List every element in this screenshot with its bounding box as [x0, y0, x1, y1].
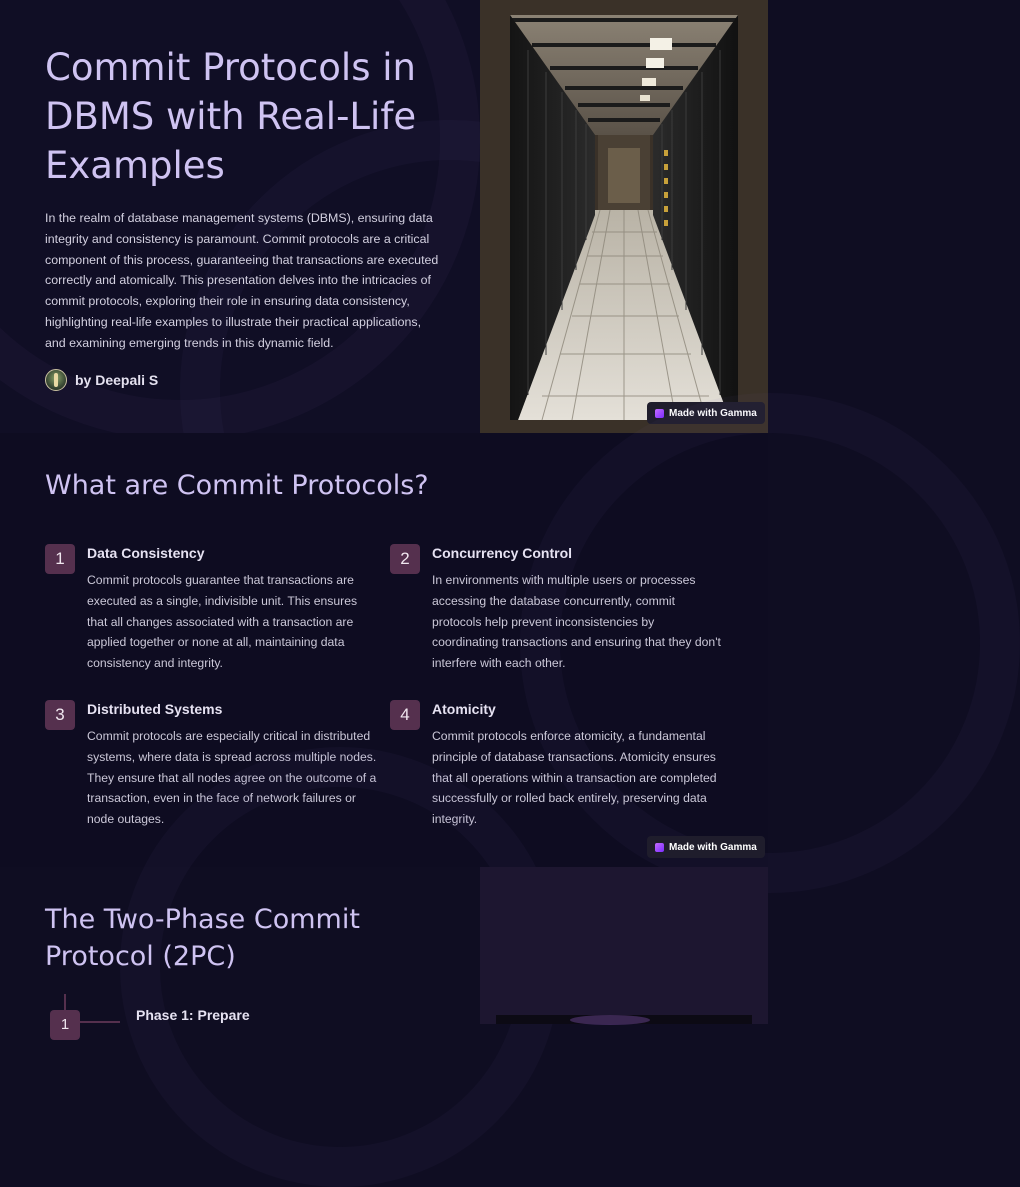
data-center-photo-illustration: [480, 0, 768, 433]
step-title: Phase 1: Prepare: [136, 1007, 250, 1023]
card-title: Data Consistency: [87, 545, 205, 561]
title-slide: [0, 0, 768, 433]
card-body: Commit protocols guarantee that transactions are executed as a single, indivisible unit. This ensures that all changes associated with a transaction are applied together or none at all, maintaining data consistency and integrity.: [87, 573, 358, 671]
author-byline: [45, 369, 158, 391]
made-with-gamma-badge[interactable]: [647, 836, 765, 858]
card-number: 2: [390, 544, 420, 574]
card-title: Distributed Systems: [87, 701, 223, 717]
data-center-corridor-image: [480, 0, 768, 433]
card-number: 1: [45, 544, 75, 574]
avatar: [45, 369, 67, 391]
section-title: What are Commit Protocols?: [45, 470, 429, 501]
card-title: Atomicity: [432, 701, 496, 717]
intro-paragraph: In the realm of database management systems (DBMS), ensuring data integrity and consistency is paramount. Commit protocols are a critical component of this process, guaranteeing that transactions are executed correctly and atomically. This presentation delves into the intricacies of commit protocols, exploring their role in ensuring data consistency, highlighting real-life examples to illustrate their practical applications, and examining emerging trends in this dynamic field.: [45, 211, 439, 350]
gamma-logo-icon: [655, 843, 664, 852]
card-body: Commit protocols enforce atomicity, a fundamental principle of database transactions. Atomicity ensures that all operations within a transaction are completed successfully or rolled back entirely, preserving data integrity.: [432, 729, 717, 827]
card-title: Concurrency Control: [432, 545, 573, 561]
card-body: In environments with multiple users or processes accessing the database concurrently, commit protocols help prevent inconsistencies by coordinating transactions and ensuring that they don't interfere with each other.: [432, 573, 721, 671]
timeline-connector: [80, 1021, 120, 1023]
card-number: 3: [45, 700, 75, 730]
author-name: by Deepali S: [75, 372, 159, 388]
badge-label: Made with Gamma: [669, 841, 757, 853]
section-title: The Two-Phase Commit Protocol (2PC): [45, 904, 360, 972]
two-phase-commit-slide: [0, 867, 768, 1033]
badge-label: Made with Gamma: [669, 407, 757, 419]
abstract-image-illustration: [480, 867, 768, 1024]
step-number: 1: [50, 1010, 80, 1040]
card-number: 4: [390, 700, 420, 730]
card-body: Commit protocols are especially critical in distributed systems, where data is spread across multiple nodes. They ensure that all nodes agree on the outcome of a transaction, even in the face of network failures or node outages.: [87, 729, 377, 827]
page-title: Commit Protocols in DBMS with Real-Life Examples: [45, 46, 417, 187]
slide-image: [480, 867, 768, 1024]
